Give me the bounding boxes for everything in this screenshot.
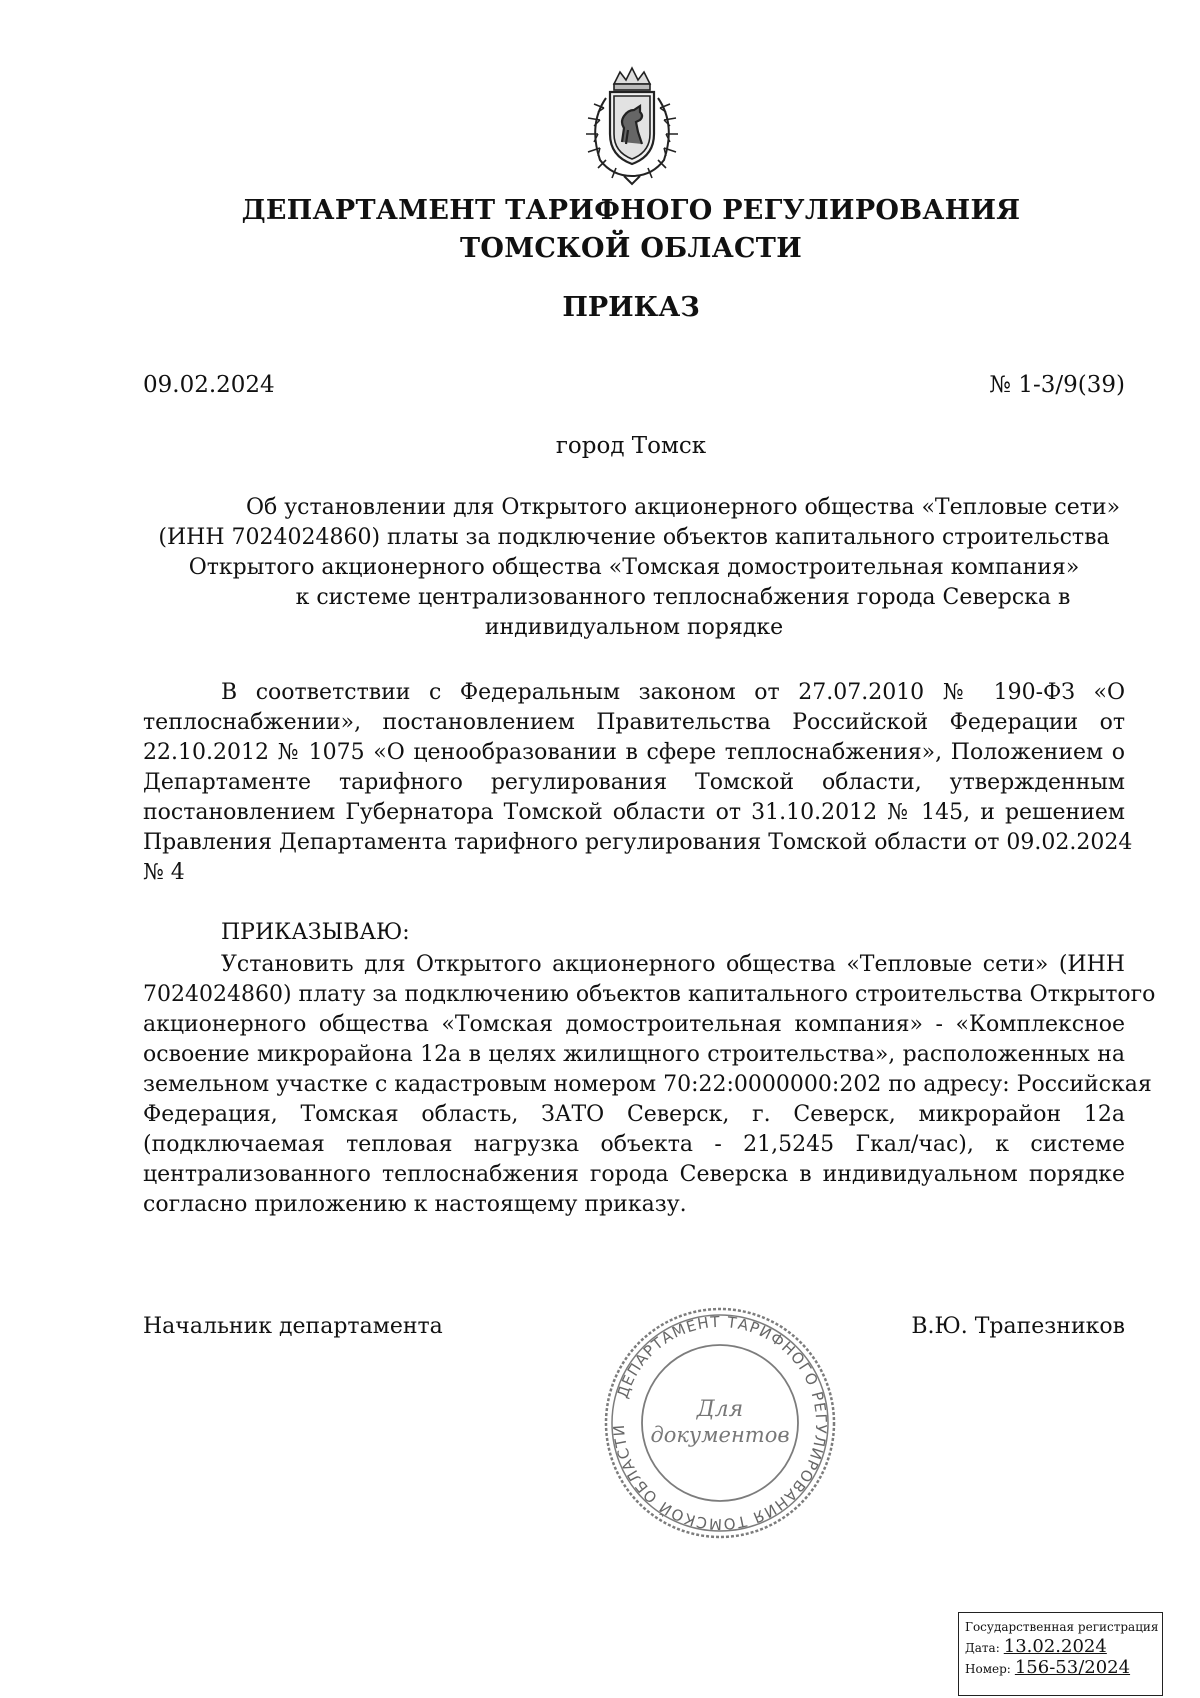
document-city: город Томск xyxy=(555,433,707,459)
paragraph-line: акционерного общества «Томская домостроительная компания» - «Комплексное xyxy=(143,1012,1125,1037)
basis-paragraph xyxy=(143,678,1133,888)
paragraph-line: согласно приложению к настоящему приказу. xyxy=(143,1192,687,1217)
paragraph-line: Федерация, Томская область, ЗАТО Северск, г. Северск, микрорайон 12а xyxy=(143,1102,1125,1127)
title-line: (ИНН 7024024860) платы за подключение объектов капитального строительства xyxy=(158,525,1110,550)
stamp-center-line2: документов xyxy=(650,1423,790,1447)
registration-number-row xyxy=(965,1658,1156,1679)
organization-name-line2: ТОМСКОЙ ОБЛАСТИ xyxy=(459,233,803,264)
document-number: № 1-3/9(39) xyxy=(989,372,1125,398)
organization-name-line1: ДЕПАРТАМЕНТ ТАРИФНОГО РЕГУЛИРОВАНИЯ xyxy=(241,195,1021,226)
paragraph-line: постановлением Губернатора Томской области от 31.10.2012 № 145, и решением xyxy=(143,800,1125,825)
paragraph-line: Департаменте тарифного регулирования Томской области, утвержденным xyxy=(143,770,1125,795)
coat-of-arms-icon xyxy=(570,64,694,188)
paragraph-line: 22.10.2012 № 1075 «О ценообразовании в сфере теплоснабжения», Положением о xyxy=(143,740,1125,765)
registration-date-label: Дата: xyxy=(965,1641,1000,1655)
registration-date-row xyxy=(965,1637,1156,1658)
decision-paragraph xyxy=(143,950,1156,1220)
registration-number-value: 156-53/2024 xyxy=(1014,1657,1131,1678)
document-date: 09.02.2024 xyxy=(143,372,275,398)
order-directive: ПРИКАЗЫВАЮ: xyxy=(221,920,410,945)
paragraph-line: № 4 xyxy=(143,860,185,885)
signatory-position: Начальник департамента xyxy=(143,1314,443,1339)
stamp-center-line1: Для xyxy=(696,1397,744,1422)
paragraph-line: (подключаемая тепловая нагрузка объекта - 21,5245 Гкал/час), к системе xyxy=(143,1132,1125,1157)
paragraph-line: теплоснабжении», постановлением Правительства Российской Федерации от xyxy=(143,710,1125,735)
paragraph-line: В соответствии с Федеральным законом от 27.07.2010 № 190-ФЗ «О xyxy=(221,680,1125,705)
paragraph-line: освоение микрорайона 12а в целях жилищного строительства», расположенных на xyxy=(143,1042,1125,1067)
registration-box xyxy=(958,1612,1163,1696)
paragraph-line: Установить для Открытого акционерного общества «Тепловые сети» (ИНН xyxy=(221,952,1125,977)
paragraph-line: 7024024860) плату за подключению объектов капитального строительства Открытого xyxy=(143,982,1156,1007)
document-type: ПРИКАЗ xyxy=(562,292,700,323)
title-line: к системе централизованного теплоснабжения города Северска в xyxy=(295,585,1071,610)
paragraph-line: централизованного теплоснабжения города Северска в индивидуальном порядке xyxy=(143,1162,1125,1187)
paragraph-line: Правления Департамента тарифного регулирования Томской области от 09.02.2024 xyxy=(143,830,1133,855)
registration-heading: Государственная регистрация xyxy=(965,1620,1159,1634)
document-title xyxy=(143,493,1125,643)
signatory-name: В.Ю. Трапезников xyxy=(911,1314,1125,1339)
stamp-ring-text: ДЕПАРТАМЕНТ ТАРИФНОГО РЕГУЛИРОВАНИЯ ТОМСКОЙ ОБЛАСТИ xyxy=(609,1312,831,1534)
official-stamp xyxy=(601,1304,839,1542)
title-line: Об установлении для Открытого акционерного общества «Тепловые сети» xyxy=(245,495,1121,520)
title-line: Открытого акционерного общества «Томская домостроительная компания» xyxy=(188,555,1080,580)
paragraph-line: земельном участке с кадастровым номером 70:22:0000000:202 по адресу: Российская xyxy=(143,1072,1152,1097)
registration-date-value: 13.02.2024 xyxy=(1003,1636,1107,1657)
title-line: индивидуальном порядке xyxy=(484,615,784,640)
registration-number-label: Номер: xyxy=(965,1662,1011,1676)
